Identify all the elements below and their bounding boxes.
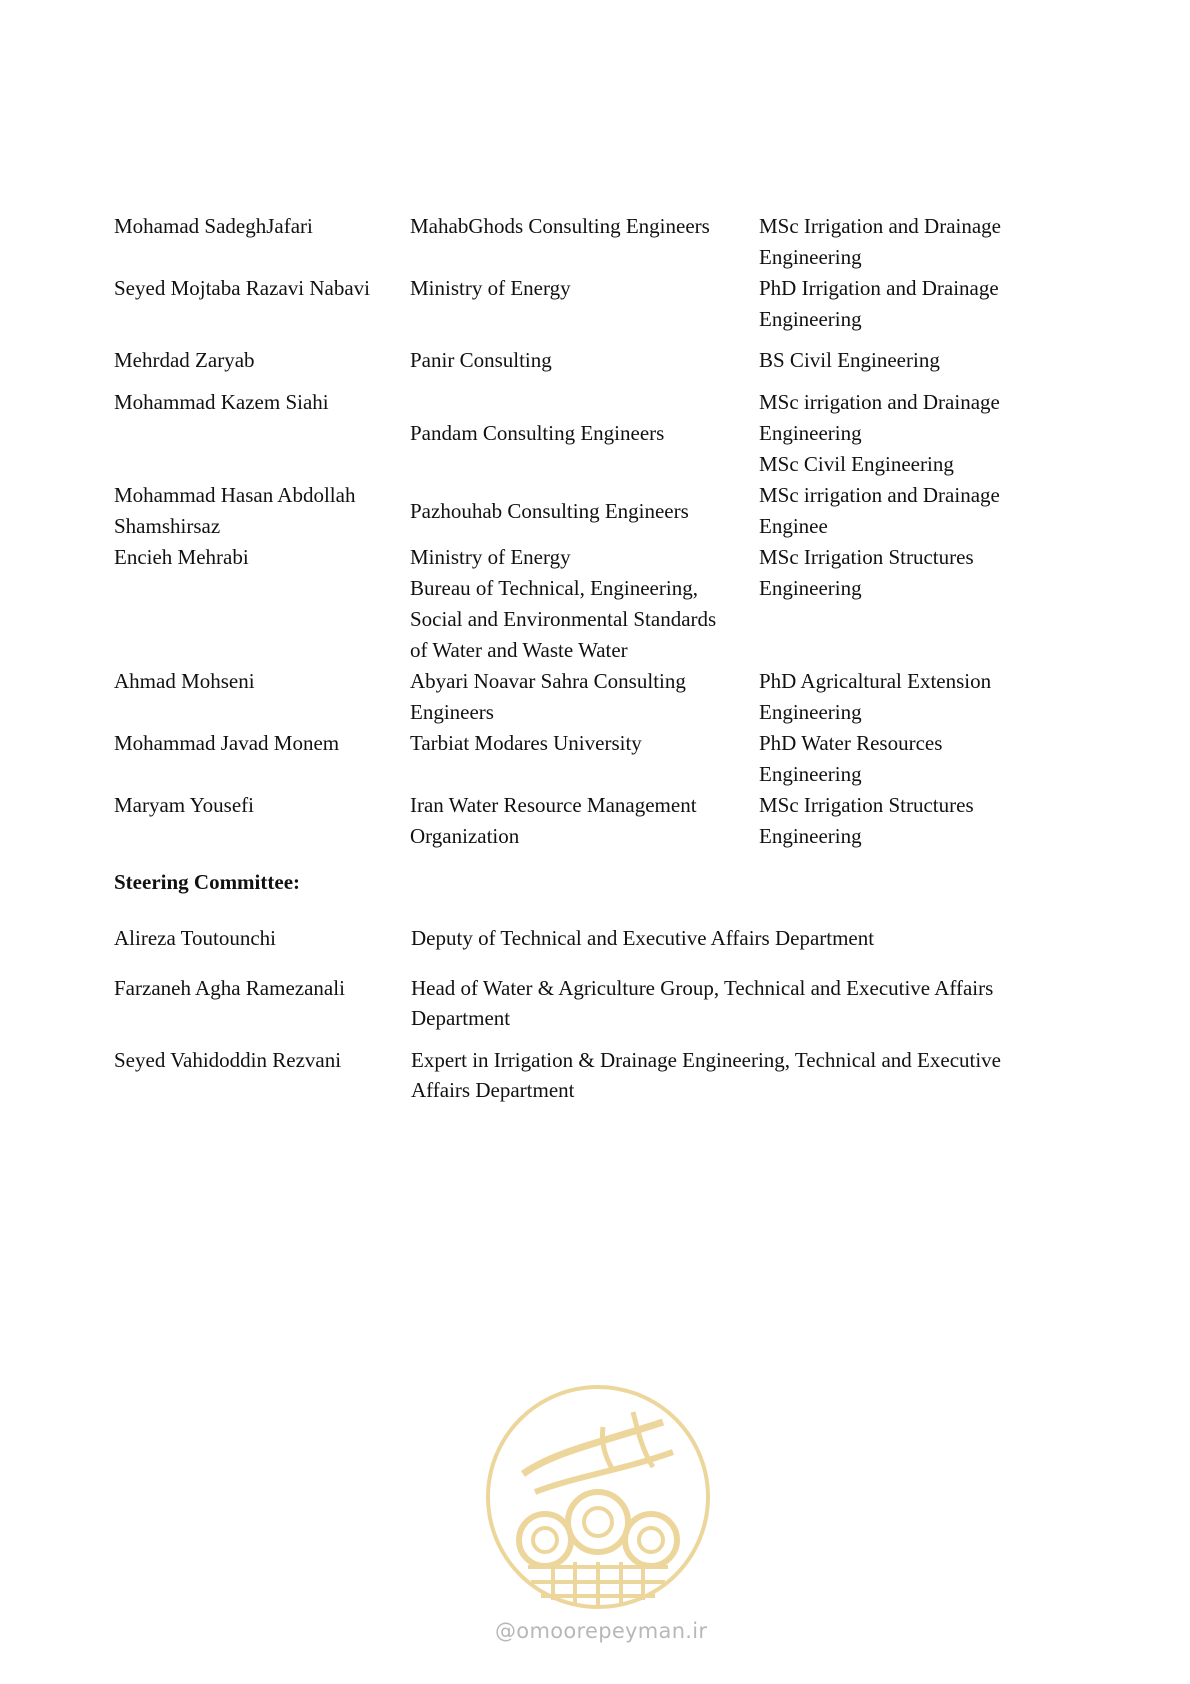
members-table xyxy=(114,211,1074,852)
member-organization: Pazhouhab Consulting Engineers xyxy=(410,498,689,523)
steering-member-name: Farzaneh Agha Ramezanali xyxy=(114,976,345,1000)
member-degree: MSc irrigation and Drainage Enginee xyxy=(759,483,1000,538)
member-name: Mohamad SadeghJafari xyxy=(114,214,313,238)
member-name: Encieh Mehrabi xyxy=(114,545,249,569)
table-row xyxy=(114,790,1074,852)
member-organization: Iran Water Resource Management Organization xyxy=(410,793,697,848)
member-degree: PhD Irrigation and Drainage Engineering xyxy=(759,276,999,331)
member-name: Seyed Mojtaba Razavi Nabavi xyxy=(114,276,370,300)
member-name: Mohammad Kazem Siahi xyxy=(114,390,329,414)
member-organization: Ministry of Energy Bureau of Technical, Engineering, Social and Environmental Standards of Water and Waste Water xyxy=(410,545,717,662)
table-row xyxy=(114,273,1074,335)
member-degree: MSc Irrigation and Drainage Engineering xyxy=(759,214,1002,269)
member-organization: Tarbiat Modares University xyxy=(410,731,642,755)
table-row xyxy=(114,728,1074,790)
table-row xyxy=(114,345,1074,376)
table-row xyxy=(114,480,1074,542)
member-organization: Abyari Noavar Sahra Consulting Engineers xyxy=(410,669,686,724)
steering-member-name: Alireza Toutounchi xyxy=(114,926,277,950)
steering-member-role: Deputy of Technical and Executive Affairs Department xyxy=(411,926,875,950)
member-degree: MSc Irrigation Structures Engineering xyxy=(759,793,974,848)
member-organization: Ministry of Energy xyxy=(410,276,571,300)
table-row xyxy=(114,211,1074,273)
steering-committee-heading: Steering Committee: xyxy=(114,870,301,894)
list-item xyxy=(114,923,1074,953)
member-organization: Panir Consulting xyxy=(410,348,552,372)
steering-member-role: Expert in Irrigation & Drainage Engineering, Technical and Executive Affairs Department xyxy=(411,1048,1001,1102)
member-name: Ahmad Mohseni xyxy=(114,669,255,693)
member-name: Maryam Yousefi xyxy=(114,793,254,817)
watermark-site-text: @omoorepeyman.ir xyxy=(495,1619,708,1643)
member-degree: BS Civil Engineering xyxy=(759,348,940,372)
member-organization: Pandam Consulting Engineers xyxy=(410,421,665,445)
member-name: Mohammad Javad Monem xyxy=(114,731,340,755)
member-degree: MSc Irrigation Structures Engineering xyxy=(759,545,974,600)
member-name: Mehrdad Zaryab xyxy=(114,348,255,372)
member-degree: PhD Agricaltural Extension Engineering xyxy=(759,669,992,724)
member-degree: MSc irrigation and Drainage Engineering MSc Civil Engineering xyxy=(759,390,1000,476)
member-name: Mohammad Hasan Abdollah Shamshirsaz xyxy=(114,483,356,538)
omoorepeyman-seal-icon xyxy=(483,1382,713,1612)
table-row xyxy=(114,542,1074,666)
table-row xyxy=(114,387,1074,480)
member-organization: MahabGhods Consulting Engineers xyxy=(410,214,710,238)
list-item xyxy=(114,1045,1074,1105)
list-item xyxy=(114,973,1074,1033)
steering-committee-list xyxy=(114,923,1074,1105)
member-degree: PhD Water Resources Engineering xyxy=(759,731,943,786)
steering-member-name: Seyed Vahidoddin Rezvani xyxy=(114,1048,342,1072)
table-row xyxy=(114,666,1074,728)
steering-member-role: Head of Water & Agriculture Group, Technical and Executive Affairs Department xyxy=(411,976,994,1030)
